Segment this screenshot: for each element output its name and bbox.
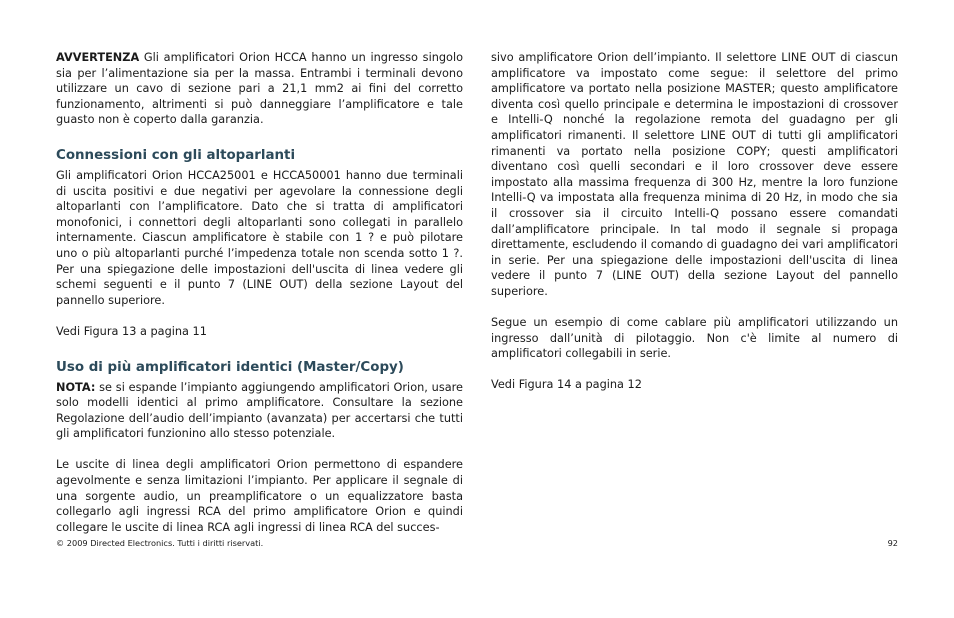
line-outputs-paragraph: Le uscite di linea degli amplificatori Orion permettono di espandere agevolmente e senza limitazioni l’impianto. Per applicare il segnale di una sorgente audio, un preamplificatore o un equalizzatore basta collegarlo agli ingressi RCA del primo amplificatore Orion e quindi collegare le uscite di linea RCA agli ingressi di linea RCA del succes- [56,458,463,534]
see-figure-14: Vedi Figura 14 a pagina 12 [491,378,642,392]
continuation-paragraph: sivo amplificatore Orion dell’impianto. Il selettore LINE OUT di ciascun amplificatore va impostato come segue: il selettore del primo amplificatore va portato nella posizione MASTER; questo amplificatore diventa così quello principale e determina le impostazioni di crossover e Intelli-Q nonché la regolazione remota del guadagno per gli amplificatori rimanenti. Il selettore LINE OUT di tutti gli amplificatori rimanenti va portato nella posizione COPY; questi amplificatori diventano così quelli secondari e il loro crossover deve essere impostato alla massima frequenza di 300 Hz, mentre la loro funzione Intelli-Q va impostata alla frequenza minima di 20 Hz, in modo che sia il crossover sia il circuito Intelli-Q possano essere comandati dall’amplificatore principale. In tal modo il segnale si propaga direttamente, escludendo il comando di guadagno dei vari amplificatori in serie. Per una spiegazione delle impostazioni dell'uscita di linea vedere il punto 7 (LINE OUT) della sezione Layout del pannello superiore. [491,51,898,298]
heading-speaker-connections: Connessioni con gli altoparlanti [56,147,296,163]
warning-label: AVVERTENZA [56,51,140,64]
speakers-paragraph: Gli amplificatori Orion HCCA25001 e HCCA50001 hanno due terminali di uscita positivi e due negativi per agevolare la connessione degli altoparlanti con l’amplificatore. Dato che si tratta di amplificatori monofonici, i connettori degli altoparlanti sono collegati in parallelo internamente. Ciascun amplificatore è stabile con 1 ? e può pilotare uno o più altoparlanti purché l’impedenza totale non scenda sotto 1 ?. Per una spiegazione delle impostazioni dell'uscita di linea vedere gli schemi seguenti e il punto 7 (LINE OUT) della sezione Layout del pannello superiore. [56,168,463,307]
page-number: 92 [887,538,898,548]
warning-paragraph [56,50,463,128]
note-text: se si espande l’impianto aggiungendo amplificatori Orion, usare solo modelli identici al primo amplificatore. Consultare la sezione Regolazione dell’audio dell’impianto (avanzata) per accertarsi che tutti gli amplificatori funzionino allo stesso potenziale. [56,380,463,441]
heading-master-copy: Uso di più amplificatori identici (Master/Copy) [56,359,404,375]
footer-copyright: © 2009 Directed Electronics. Tutti i diritti riservati. [56,538,264,548]
right-column [491,50,898,393]
left-column [56,50,463,535]
note-label: NOTA: [56,380,96,394]
warning-text: Gli amplificatori Orion HCCA hanno un ingresso singolo sia per l’alimentazione sia per la massa. Entrambi i terminali devono utilizzare un cavo di sezione pari a 21,1 mm2 ai fini del corretto funzionamento, altrimenti si può danneggiare l’amplificatore e tale guasto non è coperto dalla garanzia. [56,51,463,127]
see-figure-13: Vedi Figura 13 a pagina 11 [56,324,207,338]
note-paragraph [56,380,463,442]
example-paragraph: Segue un esempio di come cablare più amplificatori utilizzando un ingresso dall’unità di pilotaggio. Non c'è limite al numero di amplificatori collegabili in serie. [491,316,898,361]
